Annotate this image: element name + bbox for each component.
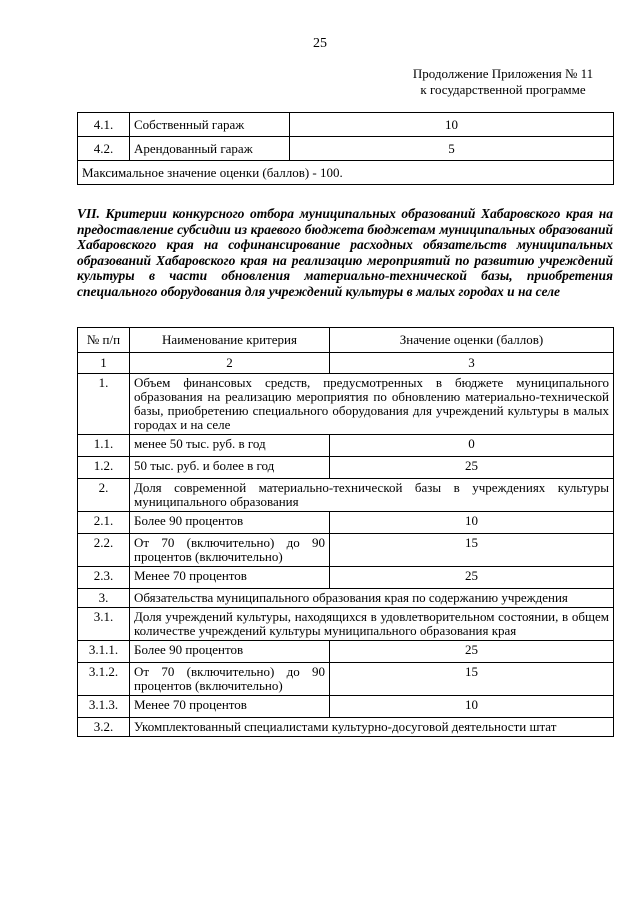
- row-number: 3.1.1.: [78, 641, 130, 663]
- table-row: [78, 435, 614, 457]
- section-heading: VII. Критерии конкурсного отбора муниципальных образований Хабаровского края на предоставление субсидии из краевого бюджета бюджетам муниципальных образований Хабаровского края на софинансирование расходных обязательств муниципальных образований Хабаровского края на реализацию мероприятий по развитию учреждений культуры в части обновления материально-технической базы, приобретения специального оборудования для учреждений культуры в малых городах и на селе: [77, 206, 613, 299]
- table-row: [78, 589, 614, 608]
- criterion-value: 25: [330, 457, 614, 479]
- criterion-name: Менее 70 процентов: [130, 696, 330, 718]
- criterion-value: 15: [330, 534, 614, 567]
- criterion-name: Более 90 процентов: [130, 512, 330, 534]
- row-number: 3.1.3.: [78, 696, 130, 718]
- row-number: 1.2.: [78, 457, 130, 479]
- row-value: 10: [290, 113, 614, 137]
- appendix-line-2: к государственной программе: [420, 82, 586, 97]
- table-row: [78, 479, 614, 512]
- row-number: 4.1.: [78, 113, 130, 137]
- criterion-text: Доля современной материально-технической базы в учреждениях культуры муниципального образования: [130, 479, 614, 512]
- table-row: [78, 512, 614, 534]
- criterion-value: 25: [330, 567, 614, 589]
- criterion-name: Более 90 процентов: [130, 641, 330, 663]
- criterion-value: 0: [330, 435, 614, 457]
- row-name: Собственный гараж: [130, 113, 290, 137]
- criterion-value: 25: [330, 641, 614, 663]
- row-number: 2.1.: [78, 512, 130, 534]
- top-table: [77, 112, 614, 185]
- header-value: Значение оценки (баллов): [330, 328, 614, 353]
- row-name: Арендованный гараж: [130, 137, 290, 161]
- table-row: [78, 608, 614, 641]
- appendix-note: [398, 66, 608, 98]
- table-row: [78, 534, 614, 567]
- row-number: 1.1.: [78, 435, 130, 457]
- criteria-table: [77, 327, 614, 737]
- criterion-name: менее 50 тыс. руб. в год: [130, 435, 330, 457]
- row-number: 1.: [78, 374, 130, 435]
- table-row: [78, 718, 614, 737]
- appendix-line-1: Продолжение Приложения № 11: [412, 66, 594, 81]
- row-number: 3.1.: [78, 608, 130, 641]
- criterion-value: 10: [330, 512, 614, 534]
- column-index-row: [78, 353, 614, 374]
- criterion-value: 10: [330, 696, 614, 718]
- row-number: 2.2.: [78, 534, 130, 567]
- row-number: 4.2.: [78, 137, 130, 161]
- row-value: 5: [290, 137, 614, 161]
- column-index-3: 3: [330, 353, 614, 374]
- table-row: [78, 663, 614, 696]
- table-row: [78, 641, 614, 663]
- max-score-note: Максимальное значение оценки (баллов) - 100.: [78, 161, 614, 185]
- column-index-1: 1: [78, 353, 130, 374]
- table-row: [78, 696, 614, 718]
- table-row: [78, 457, 614, 479]
- criterion-value: 15: [330, 663, 614, 696]
- row-number: 2.: [78, 479, 130, 512]
- page-number: 25: [313, 36, 327, 51]
- table-row: [78, 374, 614, 435]
- table-row: [78, 567, 614, 589]
- criterion-text: Обязательства муниципального образования края по содержанию учреждения: [130, 589, 614, 608]
- table-header-row: [78, 328, 614, 353]
- criterion-name: 50 тыс. руб. и более в год: [130, 457, 330, 479]
- criterion-text: Объем финансовых средств, предусмотренных в бюджете муниципального образования на реализацию мероприятия по обновлению материально-технической базы, приобретению специального оборудования для учреждений культуры в малых городах и на селе: [130, 374, 614, 435]
- criterion-name: От 70 (включительно) до 90 процентов (включительно): [130, 534, 330, 567]
- table-row: [78, 161, 614, 185]
- criterion-name: Менее 70 процентов: [130, 567, 330, 589]
- row-number: 3.: [78, 589, 130, 608]
- criterion-text: Укомплектованный специалистами культурно-досуговой деятельности штат: [130, 718, 614, 737]
- column-index-2: 2: [130, 353, 330, 374]
- row-number: 2.3.: [78, 567, 130, 589]
- table-row: [78, 113, 614, 137]
- criterion-name: От 70 (включительно) до 90 процентов (включительно): [130, 663, 330, 696]
- table-row: [78, 137, 614, 161]
- row-number: 3.2.: [78, 718, 130, 737]
- row-number: 3.1.2.: [78, 663, 130, 696]
- criterion-text: Доля учреждений культуры, находящихся в удовлетворительном состоянии, в общем количестве учреждений культуры муниципального образования края: [130, 608, 614, 641]
- header-number: № п/п: [78, 328, 130, 353]
- header-name: Наименование критерия: [130, 328, 330, 353]
